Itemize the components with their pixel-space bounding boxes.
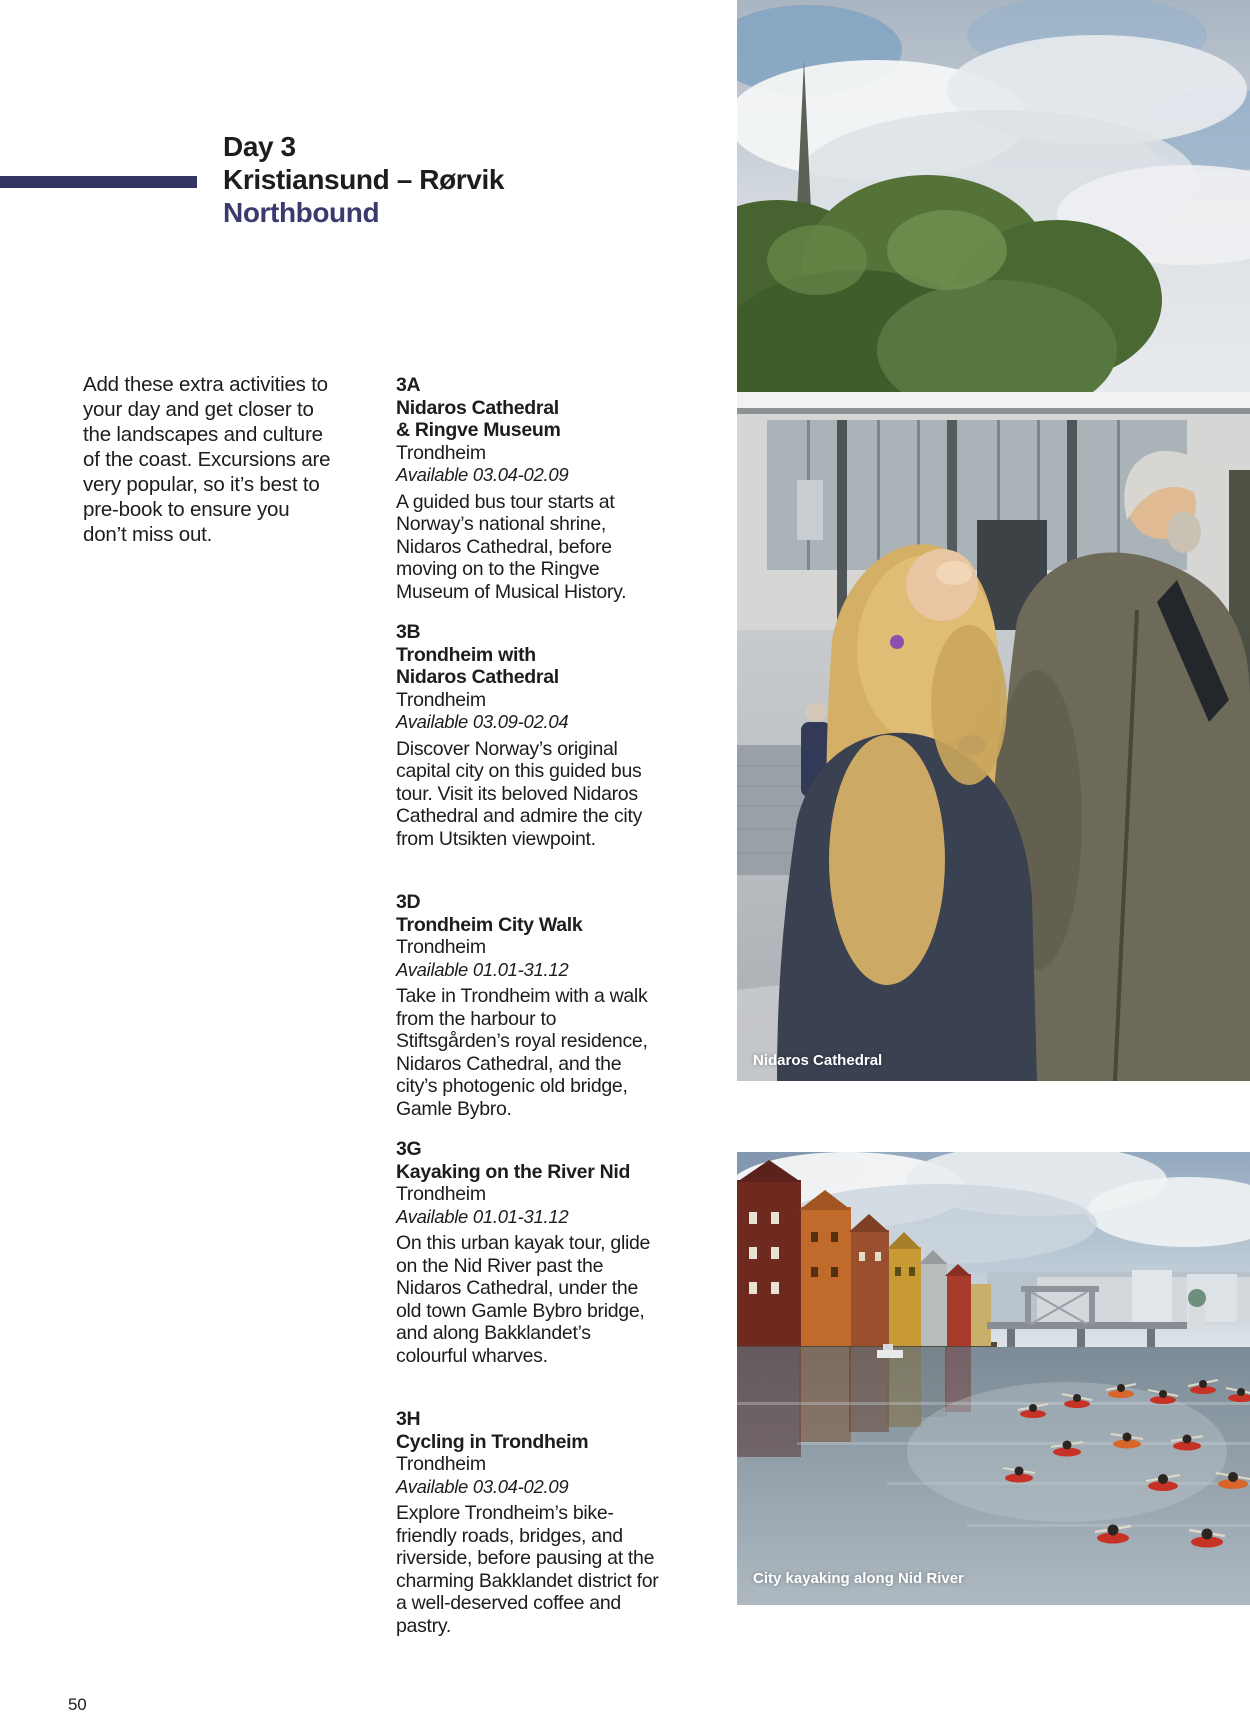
excursion-item-3d (396, 891, 668, 1120)
excursion-location: Trondheim (396, 1453, 486, 1475)
excursion-availability: Available 03.04-02.09 (396, 464, 569, 485)
excursion-item-3a (396, 374, 668, 603)
page-number: 50 (68, 1695, 87, 1714)
excursion-title-line: Nidaros Cathedral (396, 396, 559, 419)
excursion-availability: Available 03.09-02.04 (396, 711, 569, 732)
photo-caption: Nidaros Cathedral (753, 1052, 883, 1069)
excursion-code: 3H (396, 1408, 421, 1430)
excursion-location: Trondheim (396, 441, 486, 464)
kayak-photo-illustration (737, 1152, 1250, 1605)
excursion-item-3b (396, 621, 668, 850)
intro-paragraph: Add these extra activities to your day and get closer to the landscapes and culture of the coast. Excursions are very popular, so it’s best to pre-book to ensure you don’t miss out. (83, 373, 331, 546)
excursion-title-line: Trondheim with (396, 643, 536, 666)
photo-caption: City kayaking along Nid River (753, 1570, 964, 1587)
day-label: Day 3 (223, 131, 296, 162)
excursion-title-line: Kayaking on the River Nid (396, 1160, 631, 1183)
excursion-code: 3A (396, 374, 421, 396)
route-label: Kristiansund – Rørvik (223, 164, 505, 195)
accent-rule (0, 176, 197, 188)
excursion-location: Trondheim (396, 936, 486, 958)
excursion-description: Take in Trondheim with a walk from the harbour to Stiftsgården’s royal residence, Nidaros Cathedral, and the city’s photogenic old bridge, Gamle Bybro. (396, 985, 648, 1120)
excursion-title-line: & Ringve Museum (396, 419, 561, 441)
excursion-item-3g (396, 1138, 668, 1367)
excursion-item-3h (396, 1408, 668, 1637)
excursion-availability: Available 03.04-02.09 (396, 1475, 569, 1497)
excursion-title-line: Trondheim City Walk (396, 913, 583, 936)
excursion-location: Trondheim (396, 1183, 486, 1205)
excursion-code: 3G (396, 1138, 422, 1160)
excursion-title-line: Nidaros Cathedral (396, 666, 559, 688)
excursion-description: A guided bus tour starts at Norway’s national shrine, Nidaros Cathedral, before moving on to the Ringve Museum of Musical History. (396, 490, 627, 603)
photo-kayaking-nid-river (737, 1152, 1250, 1605)
excursion-description: Explore Trondheim’s bike-friendly roads, bridges, and riverside, before pausing at the charming Bakklandet district for a well-deserved coffee and pastry. (396, 1502, 659, 1637)
excursion-location: Trondheim (396, 688, 486, 711)
photo-nidaros-cathedral (737, 0, 1250, 1081)
excursion-description: On this urban kayak tour, glide on the Nid River past the Nidaros Cathedral, under the old town Gamle Bybro bridge, and along Bakklandet’s colourful wharves. (396, 1232, 651, 1367)
excursion-availability: Available 01.01-31.12 (396, 1205, 569, 1227)
cathedral-photo-illustration (737, 0, 1250, 1081)
excursion-code: 3B (396, 621, 421, 643)
excursion-title-line: Cycling in Trondheim (396, 1430, 589, 1453)
excursion-availability: Available 01.01-31.12 (396, 958, 569, 980)
excursion-description: Discover Norway’s original capital city on this guided bus tour. Visit its beloved Nidaros Cathedral and admire the city from Utsikten viewpoint. (396, 737, 643, 850)
direction-label: Northbound (223, 197, 380, 228)
page-header (223, 130, 504, 229)
excursion-code: 3D (396, 891, 421, 913)
